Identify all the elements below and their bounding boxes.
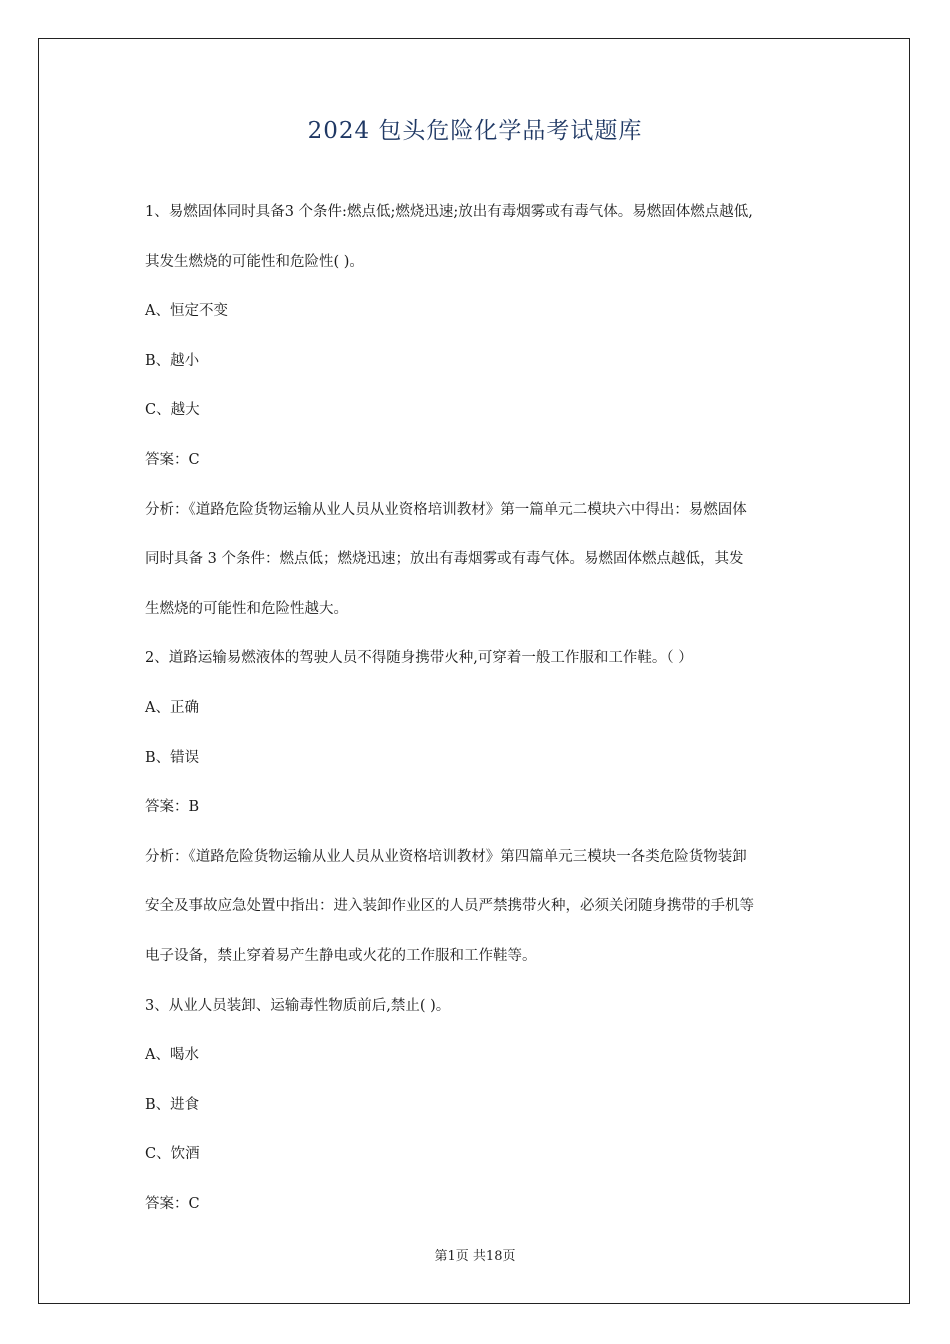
question-3-option-b: B、进食 (145, 1096, 200, 1113)
question-3-text: 3、从业人员装卸、运输毒性物质前后,禁止( )。 (145, 997, 451, 1014)
question-1-analysis-line-1: 分析：《道路危险货物运输从业人员从业资格培训教材》第一篇单元二模块六中得出：易燃固体 (145, 501, 747, 518)
question-1-answer: 答案：C (145, 451, 200, 468)
question-1-text-line-1: 1、易燃固体同时具备3 个条件:燃点低;燃烧迅速;放出有毒烟雾或有毒气体。易燃固体燃点越低, (145, 204, 753, 220)
question-1-option-b: B、越小 (145, 352, 200, 369)
question-2-analysis-line-2: 安全及事故应急处置中指出：进入装卸作业区的人员严禁携带火种，必须关闭随身携带的手机等 (145, 898, 754, 915)
question-3-answer: 答案：C (145, 1195, 200, 1212)
question-1-text-line-2: 其发生燃烧的可能性和危险性( )。 (145, 253, 364, 270)
question-2-option-b: B、错误 (145, 749, 200, 766)
question-2-analysis-line-1: 分析：《道路危险货物运输从业人员从业资格培训教材》第四篇单元三模块一各类危险货物装卸 (145, 848, 747, 865)
document-body (145, 188, 810, 1229)
document-title: 2024 包头危险化学品考试题库 (307, 118, 643, 144)
question-2-answer: 答案：B (145, 799, 200, 816)
question-1-analysis-line-2: 同时具备 3 个条件：燃点低；燃烧迅速；放出有毒烟雾或有毒气体。易燃固体燃点越低，其发 (145, 551, 744, 568)
question-2-text: 2、道路运输易燃液体的驾驶人员不得随身携带火种,可穿着一般工作服和工作鞋。（ ） (145, 650, 693, 667)
question-1-option-a: A、恒定不变 (145, 303, 228, 320)
question-2-analysis-line-3: 电子设备，禁止穿着易产生静电或火花的工作服和工作鞋等。 (145, 947, 537, 964)
question-1-analysis-line-3: 生燃烧的可能性和危险性越大。 (145, 600, 348, 617)
question-3-option-c: C、饮酒 (145, 1146, 200, 1163)
question-1-option-c: C、越大 (145, 402, 200, 419)
question-3-option-a: A、喝水 (145, 1047, 199, 1064)
question-2-option-a: A、正确 (145, 699, 199, 716)
page-number: 第1页 共18页 (434, 1249, 516, 1264)
